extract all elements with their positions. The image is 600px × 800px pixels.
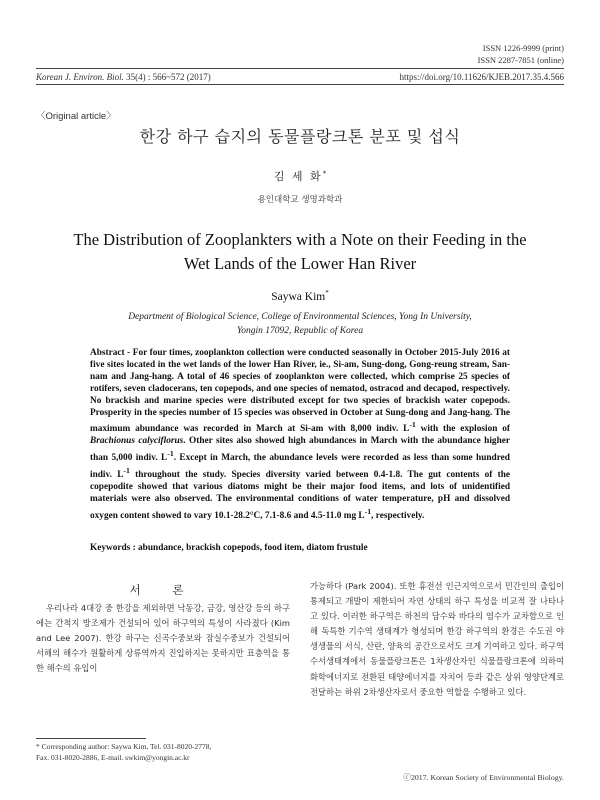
journal-volume: 35(4) : 566~572 (2017) (123, 71, 211, 82)
unit-exponent: -1 (167, 449, 174, 459)
affiliation-english (60, 310, 540, 338)
corresponding-marker-en: * (325, 289, 329, 297)
keywords: Keywords : abundance, brackish copepods, food item, diatom frustule (90, 543, 368, 553)
abstract (90, 348, 510, 523)
affiliation-korean: 용인대학교 생명과학과 (257, 195, 343, 205)
section-heading-introduction: 서 론 (129, 583, 198, 597)
copyright-notice: ⓒ2017. Korean Society of Environmental Biology. (403, 773, 564, 782)
affiliation-english-line1: Department of Biological Science, College of Environmental Sciences, Yong In University, (128, 312, 472, 322)
abstract-text-4: . Except in March, the abundance levels were recorded as less than some hundred indiv. L (90, 453, 510, 481)
unit-exponent: -1 (364, 507, 372, 517)
abstract-text-2: with the explosion of (415, 424, 510, 435)
body-paragraph-left: 우리나라 4대강 중 한강을 제외하면 낙동강, 금강, 영산강 등의 하구에는 간척지 방조제가 건설되어 있어 하구역의 특성이 사라졌다 (Kim and Lee 2007). 한강 하구는 신곡수중보와 잠실수중보가 건설되어 서해의 해수가 원활하게 상류역까지 진입하지는 못하지만 표층역을 통한 해수의 유입이 (36, 603, 290, 674)
abstract-text-6: , respectively. (371, 511, 425, 522)
journal-citation (36, 72, 211, 82)
corresponding-marker: * (322, 169, 327, 178)
footnote-line1: * Corresponding author: Saywa Kim, Tel. 031-8020-2778, (36, 742, 212, 751)
footnote-rule (36, 738, 146, 739)
footnote-line2: Fax. 031-8020-2886, E-mail. swkim@yongin.ac.kr (36, 752, 190, 762)
issn-online: ISSN 2287-7851 (online) (477, 55, 564, 65)
unit-exponent: -1 (409, 420, 416, 430)
header-rule-top (36, 68, 564, 69)
header-rule-bottom (36, 84, 564, 85)
issn-print: ISSN 1226-9999 (print) (482, 43, 564, 53)
species-name: Brachionus calyciflorus (90, 436, 184, 447)
unit-exponent: -1 (123, 466, 130, 476)
article-type: 〈Original article〉 (36, 111, 116, 122)
title-english: The Distribution of Zooplankters with a Note on their Feeding in the Wet Lands of the Lower Han River (73, 230, 527, 273)
body-paragraph-right: 가능하다 (Park 2004). 또한 휴전선 인근지역으로서 민간인의 출입이 통제되고 개발이 제한되어 자연 상태의 하구 특성을 비교적 잘 나타나고 있다. 이러한 하구역은 하천의 담수와 바다의 염수가 교차함으로 인해 독특한 기수역 생태계가 형성되며 한강 하구역의 환경은 수도권 야생생물의 서식, 산란, 양육의 공간으로서도 크게 기여하고 있다. 하구역 수서생태계에서 동물플랑크톤은 1차생산자인 식물플랑크톤에 의하여 화학에너지로 전환된 태양에너지를 자치어 등과 같은 상위 영양단계로 전달하는 하위 2차생산자로서 중요한 역할을 수행하고 있다. (310, 581, 564, 697)
issn-block (478, 42, 564, 66)
author-korean (0, 168, 600, 184)
journal-name: Korean J. Environ. Biol. (36, 71, 124, 82)
abstract-text-3: . Other sites also showed high abundances in March with the abundance higher than 5,000 indiv. L (90, 436, 510, 464)
abstract-text-1: Abstract - For four times, zooplankton collection were conducted seasonally in October 2015-July 2016 at five sites located in the wet lands of the lower Han River, ie., Si-am, Sung-dong, Gong-reung stream, San-nam and Jang-hang. A total of 46 species of zooplankton were collected, which comprise 25 species of rotifers, seven cladocerans, ten copepods, and one species of nematod, ostracod and decapod, respectively. No brackish and marine species were distributed except for two species of brackish water copepods. Prosperity in the species number of 15 species was observed in October at Sung-dong and Jang-hang. The maximum abundance was recorded in March at Si-am with 8,000 indiv. L (90, 348, 510, 435)
author-english-name: Saywa Kim (271, 290, 326, 303)
corresponding-author-footnote (36, 742, 290, 763)
running-head (36, 70, 564, 83)
abstract-text-5: throughout the study. Species diversity varied between 0.4-1.8. The gut contents of the copepodite showed that various diatoms might be their major food items, and lots of unidentified materials were also observed. The environmental conditions of water temperature, pH and dissolved oxygen content showed to vary 10.1-28.2°C, 7.1-8.6 and 4.5-11.0 mg L (90, 470, 510, 522)
title-korean: 한강 하구 습지의 동물플랑크톤 분포 및 섭식 (139, 127, 461, 146)
author-english (0, 289, 600, 303)
doi-link[interactable]: https://doi.org/10.11626/KJEB.2017.35.4.566 (399, 71, 564, 82)
author-korean-name: 김 세 화 (273, 170, 323, 183)
affiliation-english-line2: Yongin 17092, Republic of Korea (236, 326, 364, 336)
